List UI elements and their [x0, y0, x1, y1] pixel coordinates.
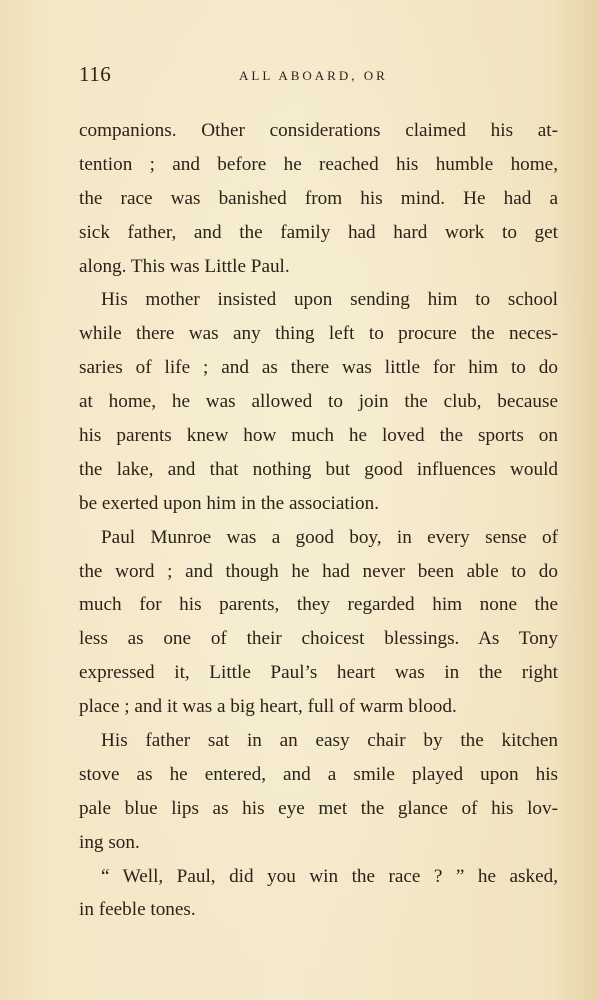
text-line: His father sat in an easy chair by the kitchen — [101, 730, 558, 752]
text-line: stove as he entered, and a smile played upon his — [79, 763, 558, 785]
text-line: companions. Other considerations claimed his at- — [79, 120, 558, 141]
page-number: 116 — [79, 62, 112, 86]
text-line: less as one of their choicest blessings. As Tony — [79, 628, 558, 650]
text-line: much for his parents, they regarded him none the — [79, 594, 558, 616]
text-line: the lake, and that nothing but good influences would — [79, 458, 558, 480]
text-line: along. This was Little Paul. — [79, 255, 290, 277]
text-line: pale blue lips as his eye met the glance of his lov- — [79, 797, 558, 819]
text-line: be exerted upon him in the association. — [79, 492, 379, 514]
text-line: at home, he was allowed to join the club, because — [79, 391, 558, 413]
text-line: Paul Munroe was a good boy, in every sense of — [101, 526, 558, 548]
text-line: his parents knew how much he loved the sports on — [79, 425, 558, 447]
text-line: tention ; and before he reached his humble home, — [79, 153, 558, 175]
text-line: saries of life ; and as there was little for him to do — [79, 357, 558, 379]
text-line: the race was banished from his mind. He had a — [79, 187, 558, 209]
text-line: while there was any thing left to procure the neces- — [79, 323, 558, 345]
running-head: ALL ABOARD, OR — [239, 68, 388, 83]
text-line: place ; and it was a big heart, full of warm blood. — [79, 696, 457, 718]
body-text — [79, 114, 558, 927]
text-line: expressed it, Little Paul’s heart was in the right — [79, 662, 558, 684]
text-line: sick father, and the family had hard work to get — [79, 221, 558, 243]
text-line: the word ; and though he had never been able to do — [79, 560, 558, 582]
text-line: His mother insisted upon sending him to school — [101, 289, 558, 311]
page-header — [79, 62, 559, 92]
text-line: “ Well, Paul, did you win the race ? ” he asked, — [101, 865, 558, 887]
text-line: ing son. — [79, 831, 140, 853]
text-line: in feeble tones. — [79, 899, 196, 921]
